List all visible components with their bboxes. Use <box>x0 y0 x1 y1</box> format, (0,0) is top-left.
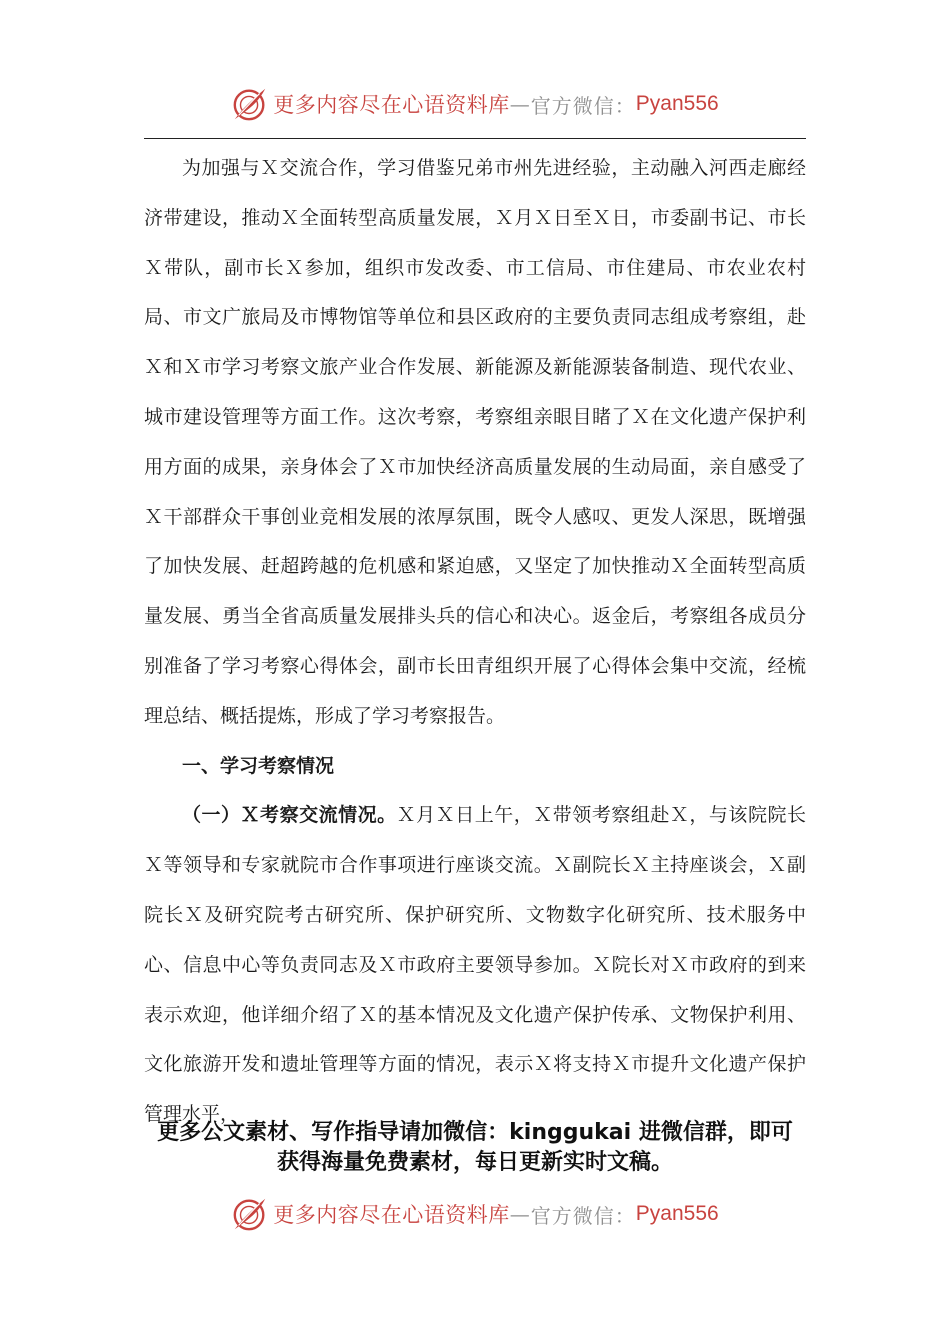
banner-separator: — <box>509 92 531 116</box>
promo-line-2: 获得海量免费素材，每日更新实时文稿。 <box>276 1150 673 1175</box>
subsection-label: （一）Ｘ考察交流情况。 <box>182 804 397 827</box>
section-heading: 一、学习考察情况 <box>182 754 335 777</box>
banner-main-text: 更多内容尽在心语资料库 <box>273 93 510 117</box>
intro-paragraph: 为加强与Ｘ交流合作，学习借鉴兄弟市州先进经验，主动融入河西走廊经济带建设，推动Ｘ全面转型高质量发展，Ｘ月Ｘ日至Ｘ日，市委副书记、市长Ｘ带队，副市长Ｘ参加，组织市发改委、市工信局、市住建局、市农业农村局、市文广旅局及市博物馆等单位和县区政府的主要负责同志组成考察组，赴Ｘ和Ｘ市学习考察文旅产业合作发展、新能源及新能源装备制造、现代农业、城市建设管理等方面工作。这次考察，考察组亲眼目睹了Ｘ在文化遗产保护利用方面的成果，亲身体会了Ｘ市加快经济高质量发展的生动局面，亲自感受了Ｘ干部群众干事创业竞相发展的浓厚氛围，既令人感叹、更发人深思，既增强了加快发展、赶超跨越的危机感和紧迫感，又坚定了加快推动Ｘ全面转型高质量发展、勇当全省高质量发展排头兵的信心和决心。返金后，考察组各成员分别准备了学习考察心得体会，副市长田青组织开展了心得体会集中交流，经梳理总结、概括提炼，形成了学习考察报告。 <box>144 157 806 727</box>
subsection-paragraph <box>144 791 806 1140</box>
banner-main-text: 更多内容尽在心语资料库 <box>273 1203 510 1227</box>
footer-banner <box>0 1192 950 1236</box>
quill-logo-icon <box>231 1195 269 1233</box>
promo-block <box>130 1118 820 1178</box>
banner-wechat-label: 官方微信： <box>530 93 636 118</box>
banner-wechat-id: Pyan556 <box>635 1202 719 1225</box>
promo-line-1: 更多公文素材、写作指导请加微信：kinggukai 进微信群，即可 <box>157 1120 793 1145</box>
header-divider <box>144 138 806 139</box>
header-banner <box>0 82 950 126</box>
banner-wechat-id: Pyan556 <box>635 92 719 115</box>
subsection-body: Ｘ月Ｘ日上午，Ｘ带领考察组赴Ｘ，与该院院长Ｘ等领导和专家就院市合作事项进行座谈交流。Ｘ副院长Ｘ主持座谈会，Ｘ副院长Ｘ及研究院考古研究所、保护研究所、文物数字化研究所、技术服务中心、信息中心等负责同志及Ｘ市政府主要领导参加。Ｘ院长对Ｘ市政府的到来表示欢迎，他详细介绍了Ｘ的基本情况及文化遗产保护传承、文物保护利用、文化旅游开发和遗址管理等方面的情况，表示Ｘ将支持Ｘ市提升文化遗产保护管理水平， <box>144 804 806 1126</box>
banner-wechat-label: 官方微信： <box>530 1203 636 1228</box>
quill-logo-icon <box>231 85 269 123</box>
banner-separator: — <box>509 1202 531 1226</box>
document-body <box>144 144 806 1140</box>
